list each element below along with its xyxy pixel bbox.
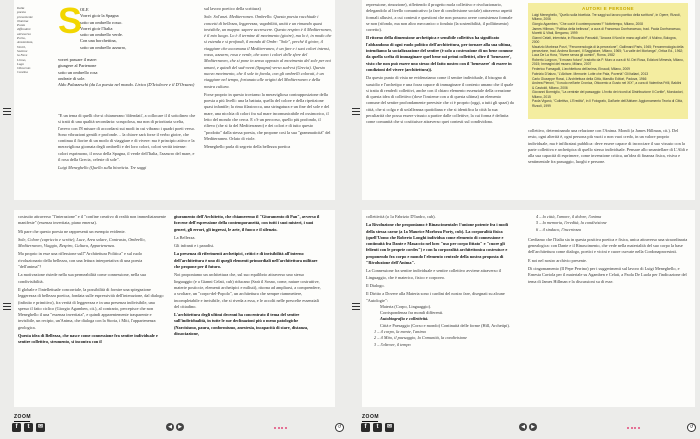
paragraph-bold: Il ritorno della dimensione archetipica e sensibile collettiva ha significato l'abbandono di ogni ruolo politico dell'architettura, per tornare alla sua ultima, intendiamo la socializzazione del sentire (è solo a costruzione di un bene comune da quella scelta di immaginare quel bene sui primi collettivi, oltre il 'benessere', visto che non può essere uno stesso del fatto nostro con il 'benessere' di essere in condizioni del vivere (architettura)). bbox=[366, 35, 513, 72]
list-item: 2 – il Mito, il paesaggio, la Comunità, la condivisione bbox=[374, 335, 468, 341]
right-menu-icon-bottom[interactable] bbox=[352, 303, 360, 310]
page-top-right bbox=[362, 0, 695, 200]
next-page-button[interactable]: ▶ bbox=[529, 423, 537, 431]
poem-line: sotto un ombrello rosa bbox=[58, 69, 98, 75]
page-bottom-left bbox=[14, 210, 335, 407]
margin-note-line: diffondere bbox=[17, 27, 31, 32]
twitter-icon[interactable]: t bbox=[24, 423, 33, 432]
author-entry: Federico Fumagalli, L'architettura dell'anima, Einaudi, Milano, 2009 bbox=[532, 67, 631, 71]
left-menu-icon-top[interactable] bbox=[3, 108, 11, 115]
paragraph: costruito attraverso "l'interazione" e il "confine creativo di realtà non immediatamente manifeste" (essenza invertiata, piano emersa). bbox=[18, 214, 167, 226]
facebook-icon[interactable]: f bbox=[12, 423, 21, 432]
refresh-button[interactable]: ↺ bbox=[335, 423, 344, 432]
list-item: 1 – il corpo, la mente, l'anima bbox=[374, 329, 426, 335]
page-dot[interactable] bbox=[278, 427, 280, 429]
poem-continuation bbox=[58, 57, 198, 88]
margin-note-line: Ottocento bbox=[17, 66, 31, 71]
article-body-left bbox=[58, 113, 196, 174]
page-bottom-right bbox=[362, 210, 695, 407]
authors-title: AUTORI E PERSONE bbox=[581, 6, 634, 11]
author-entry: Andrea Pieroni, "Il crudo nell'arte Cronica, Ottocento a Gusto nel XIX", a cura di Valentina Frilli, Baldini & Castoldi, Milano, 2006 bbox=[532, 81, 682, 90]
author-entry: Giovanni Bormiglio, "La centrale del passaggio: L'invito dei ricordi al Distribuzione Il Cortile", Mondadori, Milano, 2015 bbox=[532, 90, 684, 99]
paragraph: repressione, rimozione), riflettendo il progetto mola collettivo e rivoluzionario, delegandolo al livello comunicativo (a fare di condivisione sociale) attraverso aspetti formali allusivi, a cui contesti e questioni che non possono avere consistenza formale se non (rifondo, ma non altro meccanico o fondato (la sostenibilità, il pollitimento) corretto). bbox=[366, 2, 513, 33]
poem-line: OLE bbox=[80, 7, 89, 12]
margin-note-line: Italia bbox=[17, 6, 25, 10]
facebook-icon[interactable]: f bbox=[361, 423, 370, 432]
paragraph: Il Dialogo. bbox=[366, 282, 385, 288]
poem-line: sotto un ombrello azzurro, bbox=[80, 44, 127, 50]
article-body-left bbox=[366, 2, 514, 128]
paragraph: Noi proponiamo un architettura che, sul suo equilibrio attraverso uno stesso linguaggio (e a Gianni Celati, cub) riducano (Sarà il Sosno, come, nature costruttive, materie posticcie, elementi archetipici e miliuti), ritorna ad ampliarsi, a comprendere, a svoltare, un "corpo-del-Popolo", un architettura che sempre riammettere, incompletabile e invisibile, che si riveda a essa, e le accolti nelle prescelte essenziali del cittadino. bbox=[174, 272, 321, 309]
margin-note-line: Cantina bbox=[17, 70, 28, 75]
page-dot[interactable] bbox=[631, 427, 633, 429]
paragraph: Sole. Sol'anzi. Mediterraneo. Ombrello. Questa poesia racchiude i concetti di bellezza, leggerezza, vagabilità, unità e un rimando quasi invisibile, un mappa: sapere accrescere. Questo respiro è il Mediterraneo, è il mio luogo. Lo è il termine di movimento (gioire), ma lo è, in modo che si estenda e si profondi, il mondo di Ombr: "Sole", perché il gioire, il viaggiare che accomuna il Mediterraneo, è un fare e i suoi colori intensi, rosso, azzurro, rosa e verde, che sono i colori delle sfere del Mediterraneo, che si pone in senso opposto al movimento del sole per noi umani, e quindi del sud-ovest (Spagna) verso sud-est (Grecia). Questo nuovo movimento, che il sole in favola, con gli ombrelli colorati, è un viaggiare nel tempo, fortunato alle origini del Mediterraneo e della nostra cultura. bbox=[204, 14, 332, 89]
poem-lines bbox=[80, 7, 195, 51]
paragraph: Luigi Meneghello (Quello sulla bioeticia. Tre saggi bbox=[58, 165, 147, 171]
refresh-button[interactable]: ↺ bbox=[687, 423, 696, 432]
twitter-icon[interactable]: t bbox=[373, 423, 382, 432]
paragraph: Da questo punto di vista ne evidenziamo come il sentire individuale, il bisogno di sussidio e l'archetipo e una forza capace di immaginare il contesto umano che il quale si tratta di renderli collettivi, anche con il chiaro elemento essenziale della creazione di questa idea di collettivo (dove l'insieme con a di questa ultima) un elemento comune del sentire profondamente preesiste che ci è proprio (oggi, a tutti gli spazi) da città, che si colga e di un'alleanza quotidiana e che si identifica la città la sua peculiarità che possa essere vissuto a partire dalle collettive, la cui forma è definita come comunità che si costituisce attraverso quei contesti sul condividono. bbox=[366, 75, 514, 125]
article-body-right bbox=[174, 214, 322, 339]
paragraph: Ma proprio in esse una riflessione sull'"Architettura Politica" e sul ruolo rivoluzionario della bellezza, con una lettura interpretativa di una poesia "dell'anima"? bbox=[18, 251, 143, 270]
margin-note-line: la Fara bbox=[17, 53, 28, 58]
paragraph: Gli infranti e i paradisi. bbox=[174, 243, 215, 249]
margin-note-line: Punta bbox=[17, 23, 26, 28]
list-item: Autobiografia e collettività. bbox=[380, 316, 429, 322]
margin-note-line: Lago bbox=[17, 61, 24, 66]
poem-source: Aldo Palazzeschi (da La poesia nel mondo. Lirica (D'Iciolecre e il D'Orsano) bbox=[58, 82, 195, 88]
paragraph: Meneghello parla di segreto della bellezza poetica bbox=[204, 144, 291, 150]
paragraph: Il globale e l'intellettuale concorriale, la possibilità di fornire una spiegazione leggerezza di bellezza poetica, fondata sulle espressività dell'interazione, dal dialogo (infinito e primitivo), fra verità di leggerezza e in una presenza indivisibile, una spesso il fatto ciclico (Giorgio Agamben, cit.), al contrario, percepisce che non Meneghello il una "essenza invertiata", e quindi apparentemente trasparente e invisibile, un recipio, un'Anima, che dialoga con la Storia, i Miti, l'appartenenza geologica. bbox=[18, 286, 164, 330]
page-top-left bbox=[14, 0, 335, 200]
margin-note-line: Uomo, bbox=[17, 57, 27, 62]
article-body-left bbox=[366, 214, 514, 348]
zoom-logo: ZOOM bbox=[14, 414, 31, 420]
right-menu-icon-top[interactable] bbox=[352, 108, 360, 115]
page-dot[interactable] bbox=[285, 427, 287, 429]
list-block bbox=[366, 329, 514, 348]
paragraph: sul lavoro poetico della scrittura) bbox=[204, 6, 261, 11]
page-nav bbox=[166, 423, 184, 431]
next-page-button[interactable]: ▶ bbox=[176, 423, 184, 431]
paragraph: La motivazione risiede nella sua permeabilità come connessione, nella sua condivisibilità. bbox=[18, 272, 146, 284]
dropcap-letter: S bbox=[58, 0, 83, 41]
prev-page-button[interactable]: ◀ bbox=[166, 423, 174, 431]
paragraph-bold: L'architettura degli ultimi decenni ha concentrato il tema del sentire sull'individualità, in tutte le sue declinazioni più o meno patologiche (Narcisismo, paura, conformismo, anestesia, incapacità di stare, distanza, dissociazione, bbox=[174, 312, 309, 337]
mail-icon[interactable]: ✉ bbox=[386, 424, 393, 430]
prev-page-button[interactable]: ◀ bbox=[519, 423, 527, 431]
list-item: 6 – il sindaco, l'incertezza bbox=[536, 226, 581, 232]
margin-note-line: proveniente bbox=[17, 14, 33, 19]
author-entry: James Hillman, "Politica della bellezza", a cura di Francesco Donfrancesco, trad. Paola Donfrancesco, Moretti & Vitali, Bergamo, 1999 bbox=[532, 26, 682, 35]
social-links bbox=[12, 423, 45, 432]
list-block bbox=[366, 304, 514, 329]
social-links bbox=[361, 423, 394, 432]
list-item: 3 – l'altrove, il tempo bbox=[374, 341, 411, 347]
margin-note-line: Amsterdam, bbox=[17, 40, 34, 45]
author-entry: Luigi Meneghello, "Quello sulla bioeticia. Tre saggi sul lavoro poetico della scrittura", in Opere, Rizzoli, Milano, 2006 bbox=[532, 13, 681, 22]
page-dot[interactable] bbox=[627, 427, 629, 429]
poem-line: giungere al Partenone bbox=[58, 63, 97, 69]
poem-line: ondeate di sole. bbox=[58, 75, 86, 81]
paragraph: Il Diritto a Dovere alla Materia sono i cardini del nostro fare, disegnati su alcune "Autologie": bbox=[366, 291, 505, 303]
paragraph: Sole, Colore (capriccio e scritte), Luce, Area solare, Contrasto, Ombrello, Mediterraneo, Viaggio, Respiro, Cultura, Appartenenza. bbox=[18, 236, 146, 249]
poem-line: Con una borchettina, bbox=[80, 38, 117, 44]
author-entry: Carlo Giuseppe Rossi, L'Architettura della Città, Marsilio Editori, Padova, 1966 bbox=[532, 76, 647, 81]
list-item: 5 – la memoria, l'eredità, la condivisione bbox=[536, 220, 607, 226]
zoom-logo: ZOOM bbox=[362, 414, 379, 420]
authors-box bbox=[528, 3, 688, 119]
page-dots bbox=[274, 427, 287, 429]
authors-list bbox=[532, 13, 684, 108]
article-body-right bbox=[528, 128, 688, 168]
page-dot[interactable] bbox=[634, 427, 636, 429]
paragraph: "E un tema di quelli che si chiamerano 'difendati', a collocare il il sottolineo che si tratti di una qualità secondaria: scrupolosa, ma non di prioritaria scelta, l'avevo con l'8 misure di accordarsi sui modi in cui vibrano i quadri poeti verso. Sono vibrazioni gentili e profonde… la chiave sarà forse il verbo gioire, che continua il fiorire di un modo di viaggiare e di vivere: ma è principio attivo e la meravigliosa giornata degli ombrelli e dei loro colori, colori verità intense: colori esprimono, il rosso della Spagna, il verde dell'Italia, l'azzurro del mare, e il rosa della Grecia, celeste di sole". bbox=[58, 113, 196, 163]
left-menu-icon-bottom[interactable] bbox=[3, 303, 11, 310]
poem-line: sotto un ombrello rosso. bbox=[80, 19, 123, 25]
bottom-toolbar-left bbox=[0, 410, 350, 438]
paragraph: Mi pare che questo poesia ne rappresenti un esempio evidente. bbox=[18, 228, 126, 234]
margin-note-line: Porta, bbox=[17, 36, 26, 41]
page-dot[interactable] bbox=[638, 427, 640, 429]
paragraph: giuramento dell'Architetto, che chiameremo il "Giuramento di Pan", avverso il forcene dell'espressione della contemporaneità, con tutti i suoi misteri, i suoi generi, gli errori, gli ingressi, le arte, il fuoco e il silenzio. bbox=[174, 214, 320, 232]
list-item: Materia (Corpo, Linguaggio). bbox=[380, 303, 432, 309]
page-dot[interactable] bbox=[274, 427, 276, 429]
paragraph-bold: Questa idea di Bellezza, che nasce come connessione fra sentire individuale e sentire collettivo, strumento, si incontra con il bbox=[18, 333, 158, 345]
author-entry: Fabrizio D'Iabzo, "L'Abitare. Memorie: Lotte che Pala, Povertà" Gli Italiani, 2013 bbox=[532, 71, 649, 76]
poem-line: sotto un ombrello verde. bbox=[80, 32, 123, 38]
margin-note-line: illumina bbox=[17, 18, 29, 23]
paragraph-bold: La Rivoluzione che proponiamo è Rinascimentale: l'unione potente fra i modi della stessa carne (a 1a Maurice Morbeza Porty, cub). La corporalità fisica (quell'Uomo che Roberto Longhi individua come elemento di connessione e continuità fra Dante e Masaccio nel loro "uso per corpo fittato" e "cuore gli felienti con le proprie cordes") e con la corporalità architettonica costruisce e proponendo fra corpo e mondo l'elemento centrale della nostra proposta di "Rivoluzione dell'Anima". bbox=[366, 222, 508, 266]
poem-line: Vorrei gioir l'Italia bbox=[80, 25, 113, 31]
margin-note-line: attraverso bbox=[17, 31, 31, 36]
paragraph-bold: La presenza di riferimenti archetipici, critici e di invisibilità all'interno dell'architettura è uno di quegli elementi primordiali nell'architettura militare che propone per il futuro. bbox=[174, 251, 318, 270]
author-entry: Maurizio Morbeza Porzi, "Fenomenologia di la percezione", Gallimard Paris, 1945; Fenomenologia della percezione, trad. Andrea Bonomi, Il Saggiatore, Milano, 1965; "La valle del Morlanga", Ortica Ed., 1962; Luca De La Hora, "Vivere senza gli uomini", Roma, 1982 bbox=[532, 44, 684, 58]
poem-line: vorrei passare il mare: bbox=[58, 57, 98, 62]
author-entry: Giorgio Agamben, "Che cos'è il contemporaneo?" Nottetempo, Milano, 2008 bbox=[532, 22, 643, 26]
paragraph: Forse proprio in questo troviamo la meravigliosa contrapposizione della poesia a più livelli: una la battuta, quella del colore e della ripetizione quasi infantile; la rima filastrocca, una stringatura e un fine del sole e del mare, una nicchia di colori fra sul mare incomunicabile ed ossimorico, il letto del mondo che cerca. E c'è un percorso, quello più profondo, il rilievo (che si fa del Mediterraneo) e dei colori e di tutto questo "prodotto" dalla stessa poesia, che propone così la sua "grammaticità" del Mediterraneo. Orlato di viole. bbox=[204, 91, 331, 141]
author-entry: Roberto Lorgnon, "Il museo futuro", tradotto da P. Muro a cura di M. Dei Rosa, Edizioni Mimesis, Milano, 2015; Immagini del museo, Milano, 2007 bbox=[532, 58, 684, 67]
paragraph: collettività (a 1a Fabrizio D'Iardro, cub). bbox=[366, 214, 436, 219]
margin-note bbox=[17, 6, 41, 75]
page-nav bbox=[519, 423, 537, 431]
margin-note-line: Sezione bbox=[17, 48, 28, 53]
list-block bbox=[528, 214, 688, 233]
paragraph: E noi nel nostro archivio presente. bbox=[528, 257, 587, 263]
page-dots bbox=[627, 427, 640, 429]
article-body-right bbox=[204, 6, 332, 153]
page-dot[interactable] bbox=[281, 427, 283, 429]
author-entry: Gianni Celati, intervista, in Riccardo Pancaldi, "Ancora il Nord in mano agli altri", il Mulino, Bologna, 2000 bbox=[532, 35, 677, 44]
paragraph: collettivo, determinando una relazione con l'Anima. Mondi (a James Hillman, cit.). Del resto, ogni alterità è, ogni persona più vuoti o non vuoi credo, in un valore proprio individuale, ma è infiltratasi pubblica: deve essere capace di incrociare il suo vissuto con la parte collettiva e archetipica di quello stesso individuale. Pensare allo smantellare di L'Aldi e alla sua capacità di esprimere, come invenzione critica, un'idea di finanza fisica, visiva e sentimentale fra passaggio, luoghi e persone. bbox=[528, 128, 688, 165]
poem-line: Vorrei gioir la Spagna bbox=[80, 13, 119, 19]
article-body-left bbox=[18, 214, 166, 348]
list-item: 4 – la città, l'amore, il dolore, l'anima bbox=[536, 214, 602, 219]
paragraph: La Bellezza. bbox=[174, 234, 196, 240]
mail-icon[interactable]: ✉ bbox=[37, 424, 44, 430]
bottom-toolbar-right bbox=[350, 410, 700, 438]
article-body-right bbox=[528, 214, 688, 287]
paragraph: La Connessione fra sentire individuale e sentire collettivo avviene attraverso il Linguaggio, che è materico, fisico e corporeo. bbox=[366, 268, 502, 280]
paragraph: Di cingomamento (Il Pepe Perrino) per i suggerimenti sul lavoro di Luigi Meneghello, e Ernesta Caviola per il materiale su Agamben e Celati, a Paola De Luola per l'indicazione del tema di James Hillman e la discussioni su di esse. bbox=[528, 266, 687, 284]
list-item: Corrispondenza fra mondi differenti. bbox=[380, 310, 444, 316]
margin-note-line: Ventri, bbox=[17, 44, 26, 49]
author-entry: Paola Viganò, "Collettivo, L'Eredità", in Il Fotografo, Dall'arte dell'Abitare: Aggiornamento Teoria di Città, Rizzoli, 1999 bbox=[532, 99, 683, 108]
paragraph: Crediamo che l'Italia sia in questa positiva poetica e fisica, unica attraverso una straordinaria genealogica: con Dante e il Rinascimento, che vede nella materialità del suo corpo la base dell'architettura come dialogo, poetici e vicini e cuore curvate nella Cordonaproresinti. bbox=[528, 236, 688, 255]
list-item: Città e Paesaggio (Corso e mondo) Continuità delle forme (Hill, Archetipi). bbox=[380, 322, 510, 328]
margin-note-line: poesia bbox=[17, 10, 26, 15]
